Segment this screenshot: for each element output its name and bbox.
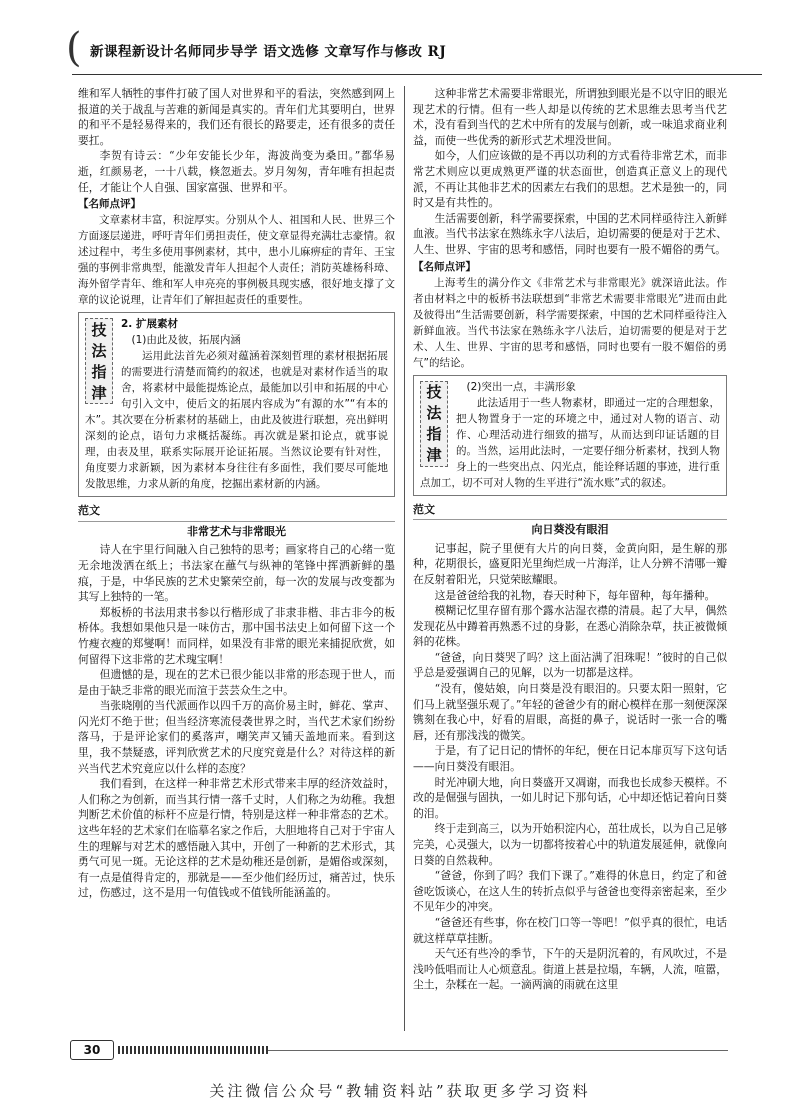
technique-badge — [85, 318, 113, 404]
essay-paragraph: 模糊记忆里存留有那个露水沾湿衣襟的清晨。起了大早，偶然发现花丛中蹲着再熟悉不过的身影，在悉心消除杂草，扶正被微倾斜的花株。 — [413, 604, 727, 649]
essay-paragraph: 这是爸爸给我的礼物，春天时种下，每年留种，每年播种。 — [434, 588, 716, 602]
tip-subtitle: (2)突出一点，丰满形象 — [466, 380, 576, 393]
tip-title: 2. 扩展素材 — [121, 318, 178, 331]
essay-paragraph: “爸爸，向日葵哭了吗？这上面沾满了泪珠呢！”彼时的自己似乎总是爱强调自己的见解，以为一切都是这样。 — [413, 650, 727, 680]
technique-tip-box — [78, 312, 395, 497]
tip-body: 此法适用于一些人物素材，即通过一定的合理想象，把人物置身于一定的环境之中，通过对人物的语言、动作、心理活动进行细致的描写，从而达到印证话题的目的。当然，运用此法时，一定要仔细分析素材，找到人物身上的一些突出点、闪光点，能诠释话题的事迹，进行重点加工，切不可对人物的生平进行“流水账”式的叙述。 — [420, 396, 720, 489]
badge-char: 津 — [426, 446, 442, 465]
footer-rule — [268, 1050, 728, 1051]
essay-paragraph: 如今，人们应该做的是不再以功利的方式看待非常艺术，而非常艺术则应以更成熟更严谨的状态面世，创造真正意义上的现代派，不再让其他非艺术的因素左右我们的思想。艺术是独一的，同时又是有共性的。 — [413, 149, 727, 210]
badge-char: 指 — [426, 425, 442, 444]
technique-badge — [420, 381, 448, 467]
footer-promo-text: 关注微信公众号“教辅资料站”获取更多学习资料 — [209, 1082, 591, 1100]
essay-paragraph: 终于走到高三，以为开始积淀内心，茁壮成长，以为自己足够完美，心灵强大，以为一切都将按着心中的轨道发展延伸，就像向日葵的自然栽种。 — [413, 822, 727, 867]
essay-title: 非常艺术与非常眼光 — [187, 524, 286, 538]
page-number: 30 — [70, 1040, 114, 1060]
essay-paragraph: 诗人在宇里行间融入自己独特的思考；画家将自己的心绪一览无余地泼洒在纸上；书法家在蘸气与纵神的笔锋中挥洒新鲜的墨痕，于是，中华民族的艺术史繁荣空前，每一次的发展与改变都为其写上独特的一笔。 — [78, 543, 395, 604]
column-divider — [404, 86, 405, 1031]
paragraph: 维和军人牺牲的事件打破了国人对世界和平的看法，突然感到网上报道的关于战乱与苦难的新闻是真实的。青年们尤其要明白，世界的和平不是轻易得来的，我们还有很长的路要走，还有很多的责任要扛。 — [78, 87, 395, 147]
essay-paragraph: 天气还有些冷的季节，下午的天是阴沉着的，有风吹过，不是浅吟低唱而让人心烦意乱。街道上甚是拉塌，车辆，人流，喧嚣，尘土，杂糅在一起。一滴两滴的雨就在这里 — [413, 947, 727, 992]
tip-body: 运用此法首先必须对蕴涵着深刻哲理的素材根据拓展的需要进行清楚而简约的叙述，也就是对素材作适当的取舍，将素材中最能提炼论点，最能加以引申和拓展的中心句引入文中，使后文的拓展内容成为“有源的水”“有本的木”。其次要在分析素材的基础上，由此及彼进行联想，亮出鲜明深刻的论点，语句力求概括凝练。再次就是紧扣论点，就事说理，由表及里，联系实际展开论证拓展。当然议论要有针对性，角度要力求新颖，因为素材本身往往有多面性，我们要尽可能地发散思维，力求从新的角度，挖掘出素材新的内涵。 — [85, 350, 388, 491]
badge-char: 法 — [91, 341, 107, 360]
badge-char: 津 — [91, 383, 107, 402]
teacher-comment: 上海考生的满分作文《非常艺术与非常眼光》就深谙此法。作者由材料之中的板桥书法联想到“非常艺术需要非常眼光”进而由此及彼得出“生活需要创新，科学需要探索，中国的艺术同样亟待注入新鲜血液。当代书法家在熟练永字八法后，迫切需要的便是对于艺术、人生、世界、宇宙的思考和感悟，同时也要有一股不媚俗的勇气”的结论。 — [413, 276, 727, 369]
technique-tip-box — [413, 375, 727, 496]
sample-essay-label: 范文 — [413, 502, 727, 521]
paragraph: 李贺有诗云：“少年安能长少年，海波尚变为桑田。”都华易逝，红颜易老，一十八载，倏忽逝去。岁月匆匆，青年唯有担起责任，才能让个人自强、国家富强、世界和平。 — [78, 149, 395, 194]
tip-subtitle: (1)由此及彼，拓展内涵 — [131, 334, 241, 347]
sample-essay-label: 范文 — [78, 503, 395, 522]
essay-paragraph: 郑板桥的书法用隶书参以行楷形成了非隶非楷、非古非今的板桥体。我想如果他只是一味仿古，那中国书法史上如何留下这一个竹瘦衣瘦的郑燮啊！而同样，如果没有非常的眼光来捕捉欣赏，如何留得下这非常的艺术瑰宝啊！ — [78, 605, 395, 666]
badge-char: 技 — [426, 383, 442, 402]
essay-paragraph: 但遗憾的是，现在的艺术已很少能以非常的形态现于世人，而是由于缺乏非常的眼光而渲于芸芸众生之中。 — [78, 668, 395, 697]
right-column — [413, 86, 727, 993]
essay-paragraph: 时光冲刷大地，向日葵盛开又凋谢，而我也长成参天模样。不改的是倔强与固执，一如儿时记下那句话，心中却还惦记着向日葵的泪。 — [413, 775, 727, 820]
essay-paragraph: “爸爸还有些事，你在校门口等一等吧！”似乎真的很忙，电话就这样草草挂断。 — [413, 915, 727, 945]
badge-char: 法 — [426, 404, 442, 423]
footer-decoration-bar — [118, 1046, 268, 1054]
essay-title: 向日葵没有眼泪 — [531, 523, 609, 537]
essay-paragraph: 记事起，院子里便有大片的向日葵，金黄向阳，是生解的那种，花期很长，盛夏阳光里绚烂成一片海洋，让人分辨不清哪一瓣在反射着阳光，只觉荣眩耀眼。 — [413, 541, 727, 586]
header-title: 新课程新设计名师同步导学 语文选修 文章写作与修改 RJ — [90, 44, 447, 60]
teacher-comment-label: 【名师点评】 — [78, 198, 141, 211]
left-column — [78, 86, 395, 901]
badge-char: 指 — [91, 362, 107, 381]
essay-paragraph: 当张晓刚的当代派画作以四千万的高价易主时，鲜花、掌声、闪光灯不绝于世；但当经济寒流侵袭世界之时，当代艺术家们纷纷落马，于是评论家们的奚落声，嘲笑声又铺天盖地而来。看到这里，我不禁疑惑，评判欣赏艺术的尺度究竟是什么？对待这样的新兴当代艺术究竟应以什么样的态度？ — [78, 699, 395, 775]
teacher-comment-label: 【名师点评】 — [413, 260, 476, 273]
essay-paragraph: 生活需要创新，科学需要探索，中国的艺术同样亟待注入新鲜血液。当代书法家在熟练永字八法后，迫切需要的便是对于艺术、人生、世界、宇宙的思考和感悟，同时也要有一股不媚俗的勇气。 — [413, 211, 727, 256]
badge-char: 技 — [91, 320, 107, 339]
essay-paragraph: 于是，有了记日记的情怀的年纪，便在日记本扉页写下这句话——向日葵没有眼泪。 — [413, 744, 727, 774]
header-bracket-decoration: ( — [66, 25, 82, 71]
essay-paragraph: 我们看到，在这样一种非常艺术形式带来丰厚的经济效益时，人们称之为创新，而当其行情一落千丈时，人们称之为幼稚。我想判断艺术价值的标杆不应是行情，特别是这样一种非常态的艺术。这些年轻的艺术家们在临摹名家之作后，大胆地将自己对于宇宙人生的理解与对艺术的感悟融入其中，开创了一种新的艺术形式，其勇气可见一斑。无论这样的艺术是幼稚还是创新，是媚俗或深刻，有一点是值得肯定的，那就是——至少他们经历过，痛苦过，快乐过，伤感过，这不是用一句值钱或不值钱所能涵盖的。 — [78, 777, 395, 900]
page-header — [66, 25, 762, 75]
essay-paragraph: “爸爸，你到了吗？我们下课了。”难得的休息日，约定了和爸爸吃饭谈心，在这人生的转折点似乎与爸爸也变得亲密起来，至少不见年少的冲突。 — [413, 869, 727, 914]
essay-paragraph: “没有，傻姑娘，向日葵是没有眼泪的。只要太阳一照射，它们马上就坚强乐观了。”年轻的爸爸少有的耐心模样在那一刻便深深镌刻在我心中，好看的眉眼，高挺的鼻子，说话时一张一合的嘴唇，还有那浅浅的微笑。 — [413, 682, 727, 742]
essay-paragraph: 这种非常艺术需要非常眼光，所谓独到眼光是不以守旧的眼光现艺术的行情。但有一些人却是以传统的艺术思维去思考当代艺术，没有看到当代的艺术中所有的发展与创新，或一味追求商业利益，而使一些优秀的新形式艺术埋没世间。 — [413, 87, 727, 147]
teacher-comment: 文章素材丰富，积淀厚实。分别从个人、祖国和人民、世界三个方面逐层递进，呼吁青年们勇担责任，使文章显得充满壮志豪情。叙述过程中，考生多使用事例素材，其中，患小儿麻痹症的青年、王宝强的事例非常典型，能激发青年人担起个人责任；消防英雄杨科璋、海外留学青年、维和军人申亮亮的事例极具现实感，很好地支撑了文章的议论说理，让青年们了解担起责任的重要性。 — [78, 214, 395, 307]
